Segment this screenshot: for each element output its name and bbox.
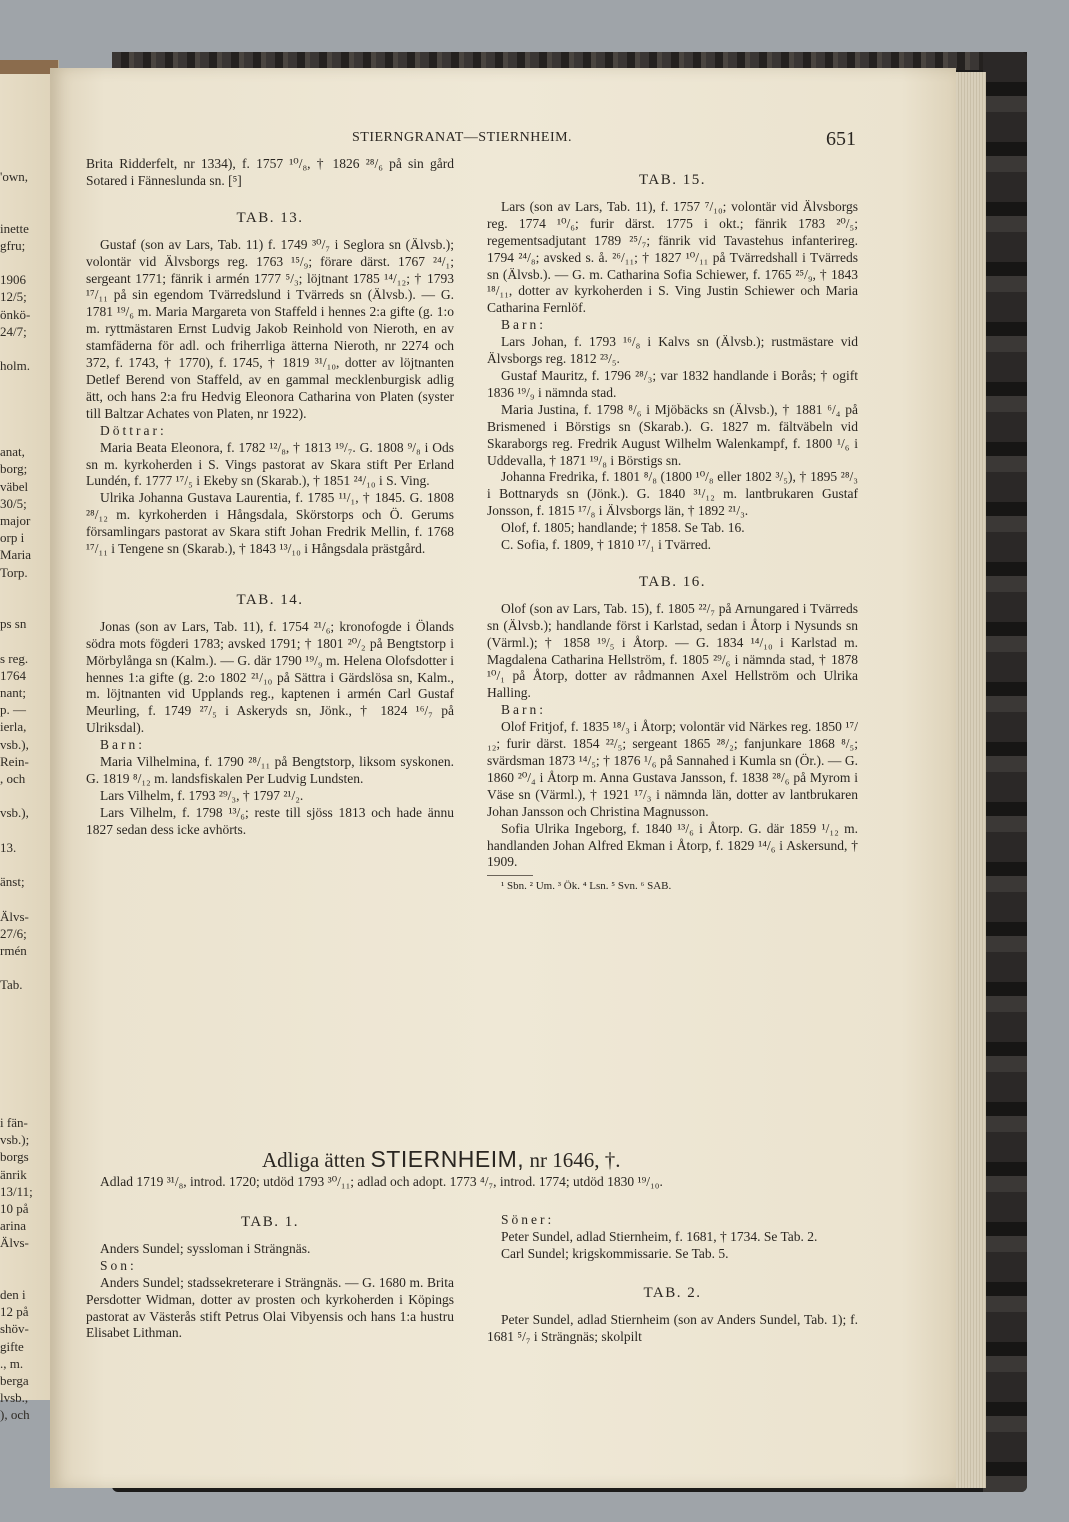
left-margin-fragment: Älvs- [0,908,29,924]
left-margin-fragment: p. — [0,702,26,718]
left-margin-fragment: 27/6; [0,925,27,941]
left-margin-fragment: ., m. [0,1355,24,1371]
left-margin-fragment: inette [0,220,29,236]
sons-label: Söner: [501,1212,555,1227]
running-header: STIERNGRANAT—STIERNHEIM. [352,130,573,145]
tab-13-heading: TAB. 13. [236,209,304,226]
tab-16-heading: TAB. 16. [638,573,707,590]
left-margin-fragment: orp i [0,530,25,546]
page-number: 651 [826,128,856,150]
left-margin-fragment: shöv- [0,1321,29,1337]
tab-1-heading: TAB. 1. [240,1214,300,1230]
right-column [487,172,858,895]
tab-2-heading: TAB. 2. [643,1284,702,1301]
family-name: STIERNHEIM, [370,1146,525,1172]
tab-15-child: Gustaf Mauritz, f. 1796 ²⁸/₃; var 1832 handlande i Borås; † ogift 1836 ¹⁹/₉ i nämnda stad. [487,367,858,400]
left-margin-fragment: arina [0,1218,26,1234]
left-margin-fragment: berga [0,1373,29,1388]
tab-13-children-label: Döttrar: [100,422,167,438]
left-margin-fragment: 1906 [0,272,26,288]
left-margin-fragment: Maria [0,547,32,563]
left-margin-fragment: vsb.), [0,736,29,752]
left-margin-fragment: borg; [0,461,28,477]
left-margin-fragment: 30/5; [0,495,27,511]
tab-16-children-label: Barn: [501,702,546,718]
tab-14-heading: TAB. 14. [236,591,304,608]
tab-15-child: C. Sofia, f. 1809, † 1810 ¹⁷/₁ i Tvärred. [501,537,712,553]
tab-15-children-label: Barn: [501,317,546,333]
left-margin-fragment: 13/11; [0,1183,33,1199]
tab-16-entry: Olof (son av Lars, Tab. 15), f. 1805 ²²/₇ på Arnungared i Tvärreds sn (Älvsb.); handlande först i Karlstad, sedan i Åtorp i Nysunds sn (Värml.); † 1858 ¹⁹/₅ i Åtorp. — G. 1834 ¹⁴/₁₀ i Karlstad m. Magdalena Catharina Hellström, f. 1805 ²⁹/₆ i nämnda stad, † 1878 ¹⁰/₁ på Åtorp, dotter av rådmannen Axel Hellström och Ulrika Halling. [487,600,858,701]
family-prefix: Adliga ätten [262,1148,366,1172]
continuation-paragraph: Brita Ridderfelt, nr 1334), f. 1757 ¹⁰/₈, † 1826 ²⁸/₆ på sin gård Sotared i Fänneslunda sn. [⁵] [86,156,454,188]
tab-14-entry: Jonas (son av Lars, Tab. 11), f. 1754 ²¹/₆; kronofogde i Ölands södra mots fögderi 1783; avsked 1791; † 1801 ²⁰/₂ på Bengtstorp i Mörbylånga sn (Kalm.). — G. där 1790 ¹⁹/₉ m. Helena Olofsdotter i hennes 1:a gifte (g. 2:o 1802 ²¹/₁₀ på Sättra i Gärdslösa sn, Kalm., m. löjtnanten vid Upplands reg., kaptenen i armén Carl Gustaf Meurling, f. 1749 ²⁷/₅ i Askeryds sn, Jönk., † 1824 ¹⁶/₇ på Ulriksdal). [86,618,454,736]
tab-14-children-label: Barn: [100,737,145,753]
son-entry: Peter Sundel, adlad Stiernheim, f. 1681, † 1734. Se Tab. 2. [501,1228,818,1244]
tab-14-child: Lars Vilhelm, f. 1798 ¹³/₆; reste till sjöss 1813 och hade ännu 1827 sedan dess icke avhörts. [86,804,454,837]
left-margin-fragment: önkö- [0,306,31,322]
left-margin-fragment: väbel [0,478,29,494]
left-margin-fragment: Tab. [0,977,23,993]
left-margin-fragment: borgs [0,1149,29,1165]
footnote-rule [487,875,533,876]
left-margin-fragment: major [0,513,31,528]
left-margin-fragment: Torp. [0,564,28,580]
tab-14-child: Maria Vilhelmina, f. 1790 ²⁸/₁₁ på Bengtstorp, liksom syskonen. G. 1819 ⁸/₁₂ m. landsfiskalen Per Ludvig Lundsten. [86,754,454,786]
left-margin-fragment: den i [0,1287,26,1302]
tab-1-son: Anders Sundel; stadssekreterare i Strängnäs. — G. 1680 m. Brita Persdotter Widman, dotter av prosten och kyrkoherden i Köpings pastorat av Västerås stift Petrus Olai Vibyensis och hans 1:a hustru Elisabet Lithman. [86,1274,454,1341]
left-margin-fragment: 12/5; [0,289,27,305]
left-margin-fragment: 13. [0,839,17,855]
left-margin-fragment: s reg. [0,650,29,666]
bottom-right-column [487,1212,858,1345]
tab-15-child: Olof, f. 1805; handlande; † 1858. Se Tab. 16. [501,520,745,536]
left-column [86,156,454,839]
left-margin-fragment: anat, [0,444,25,460]
tab-15-child: Lars Johan, f. 1793 ¹⁶/₈ i Kalvs sn (Älvsb.); rustmästare vid Älvsborgs reg. 1812 ²³/₅. [487,334,858,367]
family-subtitle: Adlad 1719 ³¹/₈, introd. 1720; utdöd 1793 ³⁰/₁₁; adlad och adopt. 1773 ⁴/₇, introd. 1774; utdöd 1830 ¹⁹/₁₀. [100,1174,663,1189]
family-heading [262,1146,620,1173]
tab-15-heading: TAB. 15. [638,172,707,188]
left-margin-fragment: , och [0,771,26,786]
tab-15-child: Johanna Fredrika, f. 1801 ⁸/₈ (1800 ¹⁰/₈ eller 1802 ³/₅), † 1895 ²⁸/₃ i Bottnaryds sn (Jönk.). G. 1840 ³¹/₁₂ m. lantbrukaren Gustaf Jonsson, f. 1815 ¹⁷/₈ i Älvsborgs län, † 1892 ²¹/₃. [487,469,858,519]
tab-13-entry: Gustaf (son av Lars, Tab. 11) f. 1749 ³⁰/₇ i Seglora sn (Älvsb.); volontär vid Älvsborgs reg. 1763 ¹⁵/₉; förare därst. 1767 ²⁴/₁; sergeant 1771; fänrik i armén 1777 ⁵/₃; löjtnant 1785 ¹⁴/₁₂; † 1793 ¹⁷/₁₁ på sin egendom Tvärredslund i Tvärreds sn (Älvsb.). — G. 1781 ¹⁹/₆ m. Maria Margareta von Staffeld i hennes 2:a gifte (g. 1:o m. ryttmästaren Ernst Ludvig Jakob Reinhold von Nieroth, en av stamfäderna för adl. och friherrliga ätterna Nieroth, nr 2274 och 372, f. 1743, † 1770), f. 1745, † 1819 ³¹/₁₀, dotter av löjtnanten Detlef Berend von Staffeld, av en gammal mecklenburgisk adlig ätt, och hans 2:a fru Hedvig Eleonora Catharina von Platen (syster till Baltzar Achates von Platen, nr 1922). [86,236,454,421]
left-margin-fragment: ), och [0,1407,30,1423]
left-margin-fragment: 10 på [0,1201,29,1216]
left-margin-fragment: änrik [0,1166,27,1182]
left-margin-fragment: vsb.); [0,1132,30,1148]
tab-1-entry: Anders Sundel; syssloman i Strängnäs. [100,1240,311,1256]
left-margin-fragment: 12 på [0,1304,29,1320]
tab-15-entry: Lars (son av Lars, Tab. 11), f. 1757 ⁷/₁₀; volontär vid Älvsborgs reg. 1774 ¹⁰/₆; furir därst. 1775 i okt.; fänrik 1783 ²⁰/₅; regementsadjutant 1789 ²⁵/₇; fänrik vid Tavastehus infanterireg. 1794 ²⁴/₈; avsked s. å. ²⁶/₁₁; † 1827 ¹⁰/₁₁ på Tvärredshall i Tvärreds sn (Älvsb.). — G. m. Catharina Sofia Schiewer, f. 1765 ²⁵/₉, † 1843 ¹⁸/₁₁, dotter av kyrkoherden i S. Ving Justin Schiewer och Maria Catharina Fernlöf. [487,198,858,316]
left-margin-fragment: ps sn [0,616,27,632]
tab-14-child: Lars Vilhelm, f. 1793 ²⁹/₃, † 1797 ²¹/₂. [100,787,304,803]
family-suffix: nr 1646, †. [529,1148,621,1172]
book-spine-edge [983,52,1027,1492]
left-margin-fragment: i fän- [0,1115,28,1130]
bottom-left-column [86,1214,454,1342]
left-margin-fragment: änst; [0,874,25,890]
left-margin-fragment: lvsb., [0,1390,29,1406]
left-margin-fragment: 24/7; [0,323,27,339]
tab-1-son-label: Son: [100,1257,137,1273]
left-margin-fragment: 1764 [0,667,26,683]
left-margin-fragment: 'own, [0,169,28,184]
tab-13-child: Ulrika Johanna Gustava Laurentia, f. 1785 ¹¹/₁, † 1845. G. 1808 ²⁸/₁₂ m. kyrkoherden i Hångsdala, Skörstorps och Ö. Gerums församlingars pastorat av Skara stift Johan Fredrik Mellin, f. 1768 ¹⁷/₁₁ i Tengene sn (Skarab.), † 1843 ¹³/₁₀ i Hångsdala prästgård. [86,490,454,557]
left-margin-fragment: gifte [0,1338,24,1354]
tab-16-child: Sofia Ulrika Ingeborg, f. 1840 ¹³/₆ i Åtorp. G. där 1859 ¹/₁₂ m. handlanden Johan Alfred Ekman i Åtorp, f. 1829 ¹⁴/₆ i Askersund, † 1909. [487,820,858,870]
tab-2-entry: Peter Sundel, adlad Stiernheim (son av Anders Sundel, Tab. 1); f. 1681 ⁵/₇ i Strängnäs; skolpilt [487,1311,858,1344]
left-margin-fragment: nant; [0,685,26,700]
left-margin-fragment: vsb.), [0,805,29,821]
left-margin-fragment: gfru; [0,237,26,253]
tab-13-child: Maria Beata Eleonora, f. 1782 ¹²/₈, † 1813 ¹⁹/₇. G. 1808 ⁹/₈ i Ods sn m. kyrkoherden i S. Vings pastorat av Skara stift Per Erland Lundén, f. 1777 ¹⁷/₅ i Ekeby sn (Skarab.), † 1851 ²⁴/₁₀ i S. Ving. [86,439,454,489]
tab-15-child: Maria Justina, f. 1798 ⁸/₆ i Mjöbäcks sn (Älvsb.), † 1881 ⁶/₄ på Brismened i Börstigs sn (Skarab.). G. 1827 m. fältväbeln vid Skaraborgs reg. Fredrik August Wilhelm Walenkampf, f. 1800 ¹/₆ i Uddevalla, † 1871 ¹⁹/₈ i Börstigs sn. [487,401,858,468]
left-margin-fragment: ierla, [0,719,27,735]
page-edges [956,72,986,1488]
left-margin-fragment: Älvs- [0,1235,29,1251]
left-margin-fragment: holm. [0,358,30,374]
footnotes: ¹ Sbn. ² Um. ³ Ök. ⁴ Lsn. ⁵ Svn. ⁶ SAB. [501,880,672,893]
son-entry: Carl Sundel; krigskommissarie. Se Tab. 5. [501,1245,729,1261]
left-margin-fragment: Rein- [0,753,29,769]
left-margin-fragment: rmén [0,943,27,958]
tab-16-child: Olof Fritjof, f. 1835 ¹⁸/₃ i Åtorp; volontär vid Närkes reg. 1850 ¹⁷/₁₂; furir därst. 1854 ²²/₅; sergeant 1865 ²⁸/₂; fanjunkare 1868 ⁸/₅; svärdsman 1873 ¹⁴/₅; † 1876 ¹/₆ på Sannahed i Kumla sn (Ör.). — G. 1860 ²⁰/₄ i Åtorp m. Anna Gustava Jansson, f. 1838 ²⁸/₆ på Myrom i Väse sn (Värml.), † 1921 ¹⁷/₃ i nämnda län, dotter av lantbrukaren Johan Jansson och Christina Magnusson. [487,719,858,819]
